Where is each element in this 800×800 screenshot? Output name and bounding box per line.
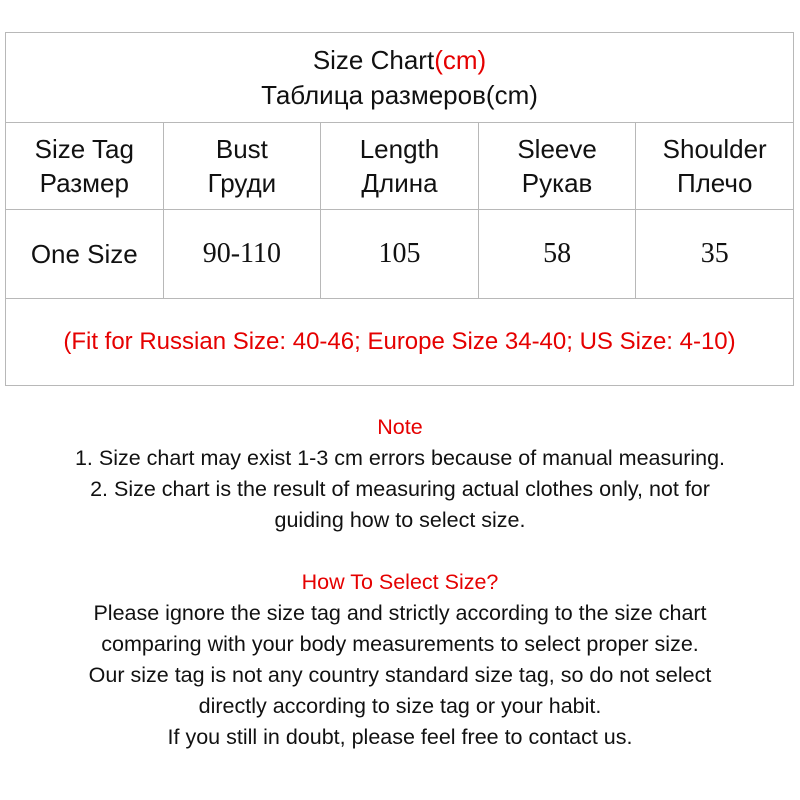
how-to-section <box>0 567 800 753</box>
how-to-line: If you still in doubt, please feel free to contact us. <box>167 725 633 749</box>
how-to-heading: How To Select Size? <box>301 570 499 594</box>
title-line-english <box>6 43 793 78</box>
header-row <box>6 123 794 210</box>
note-line: guiding how to select size. <box>274 508 526 532</box>
how-to-line: Please ignore the size tag and strictly according to the size chart <box>93 601 707 625</box>
fit-row <box>6 299 794 386</box>
note-heading: Note <box>377 415 423 439</box>
how-to-line: directly according to size tag or your habit. <box>198 694 602 718</box>
title-text-russian: Таблица размеров <box>261 79 486 110</box>
fit-note: (Fit for Russian Size: 40-46; Europe Size 34-40; US Size: 4-10) <box>6 299 794 386</box>
header-label-ru: Длина <box>361 168 438 198</box>
header-label-en: Length <box>359 134 440 164</box>
header-label-ru: Плечо <box>676 168 753 198</box>
header-label-en: Sleeve <box>517 134 597 164</box>
title-line-russian <box>6 78 793 113</box>
header-size-tag <box>6 123 164 210</box>
cell-bust: 90-110 <box>163 210 321 299</box>
note-line: 2. Size chart is the result of measuring actual clothes only, not for <box>90 477 710 501</box>
how-to-line: Our size tag is not any country standard size tag, so do not select <box>88 663 712 687</box>
title-unit-russian: (cm) <box>485 79 538 110</box>
header-label-en: Size Tag <box>34 134 134 164</box>
cell-sleeve: 58 <box>478 210 636 299</box>
cell-shoulder: 35 <box>636 210 794 299</box>
cell-length: 105 <box>321 210 479 299</box>
header-bust <box>163 123 321 210</box>
title-text: Size Chart <box>312 44 435 75</box>
header-label-en: Bust <box>215 134 268 164</box>
header-label-en: Shoulder <box>662 134 767 164</box>
header-sleeve <box>478 123 636 210</box>
cell-size-tag: One Size <box>6 210 164 299</box>
size-chart-table <box>5 32 794 386</box>
table-title <box>6 33 794 123</box>
how-to-line: comparing with your body measurements to select proper size. <box>101 632 699 656</box>
title-unit: (cm) <box>434 44 487 75</box>
header-label-ru: Груди <box>207 168 277 198</box>
header-length <box>321 123 479 210</box>
table-row <box>6 210 794 299</box>
note-section <box>0 412 800 536</box>
note-line: 1. Size chart may exist 1-3 cm errors because of manual measuring. <box>74 446 726 470</box>
header-label-ru: Рукав <box>521 168 593 198</box>
title-row <box>6 33 794 123</box>
header-label-ru: Размер <box>39 168 129 198</box>
header-shoulder <box>636 123 794 210</box>
